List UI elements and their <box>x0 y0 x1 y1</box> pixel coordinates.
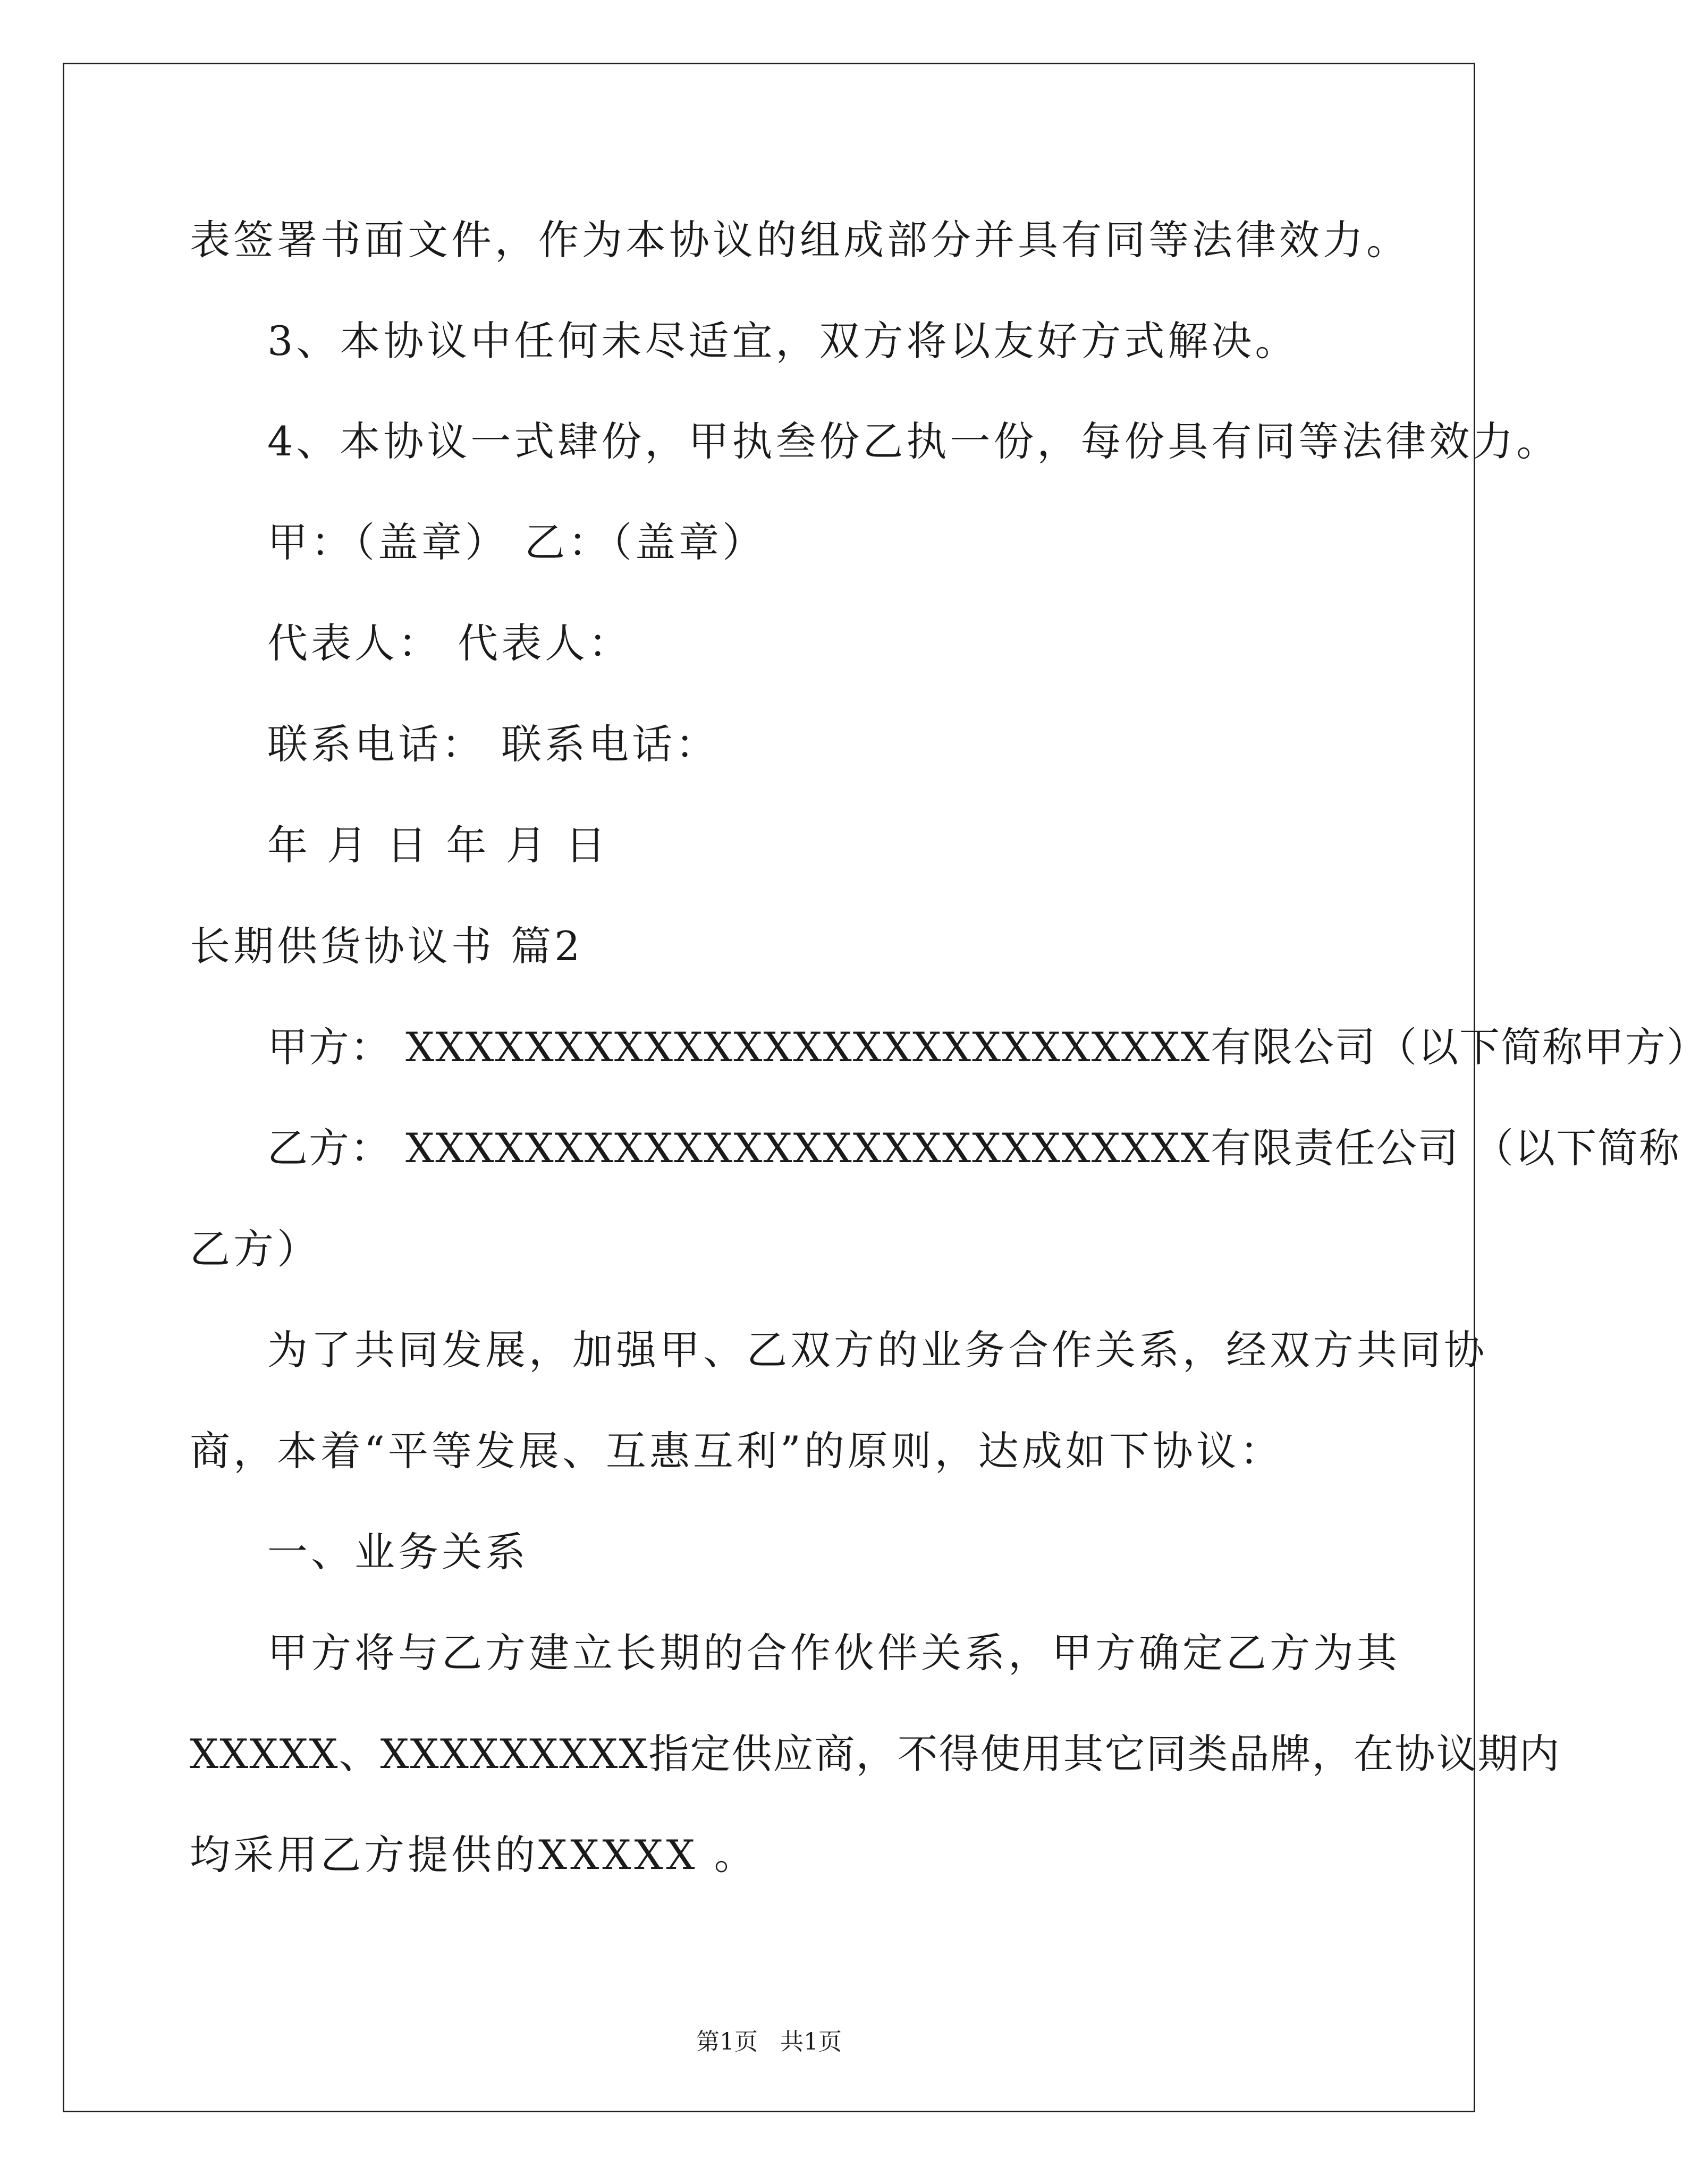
article-paragraph-end: 均采用乙方提供的XXXXX 。 <box>190 1831 758 1878</box>
representative-line: 代表人： 代表人： <box>267 620 632 667</box>
page-footer: 第1页 共1页 <box>696 2028 842 2055</box>
clause-3: 3、本协议中任何未尽适宜，双方将以友好方式解决。 <box>267 317 1299 365</box>
seal-line: 甲：（盖章） 乙：（盖章） <box>267 519 766 566</box>
purpose-paragraph-cont: 商，本着“平等发展、互惠互利”的原则，达成如下协议： <box>190 1427 1283 1475</box>
page-border <box>63 63 1475 2112</box>
article-heading: 一、业务关系 <box>267 1528 529 1576</box>
section-heading: 长期供货协议书 篇2 <box>190 923 584 970</box>
purpose-paragraph: 为了共同发展，加强甲、乙双方的业务合作关系，经双方共同协 <box>267 1326 1487 1374</box>
party-b-line: 乙方： XXXXXXXXXXXXXXXXXXXXXXXXXXX有限责任公司 （以下简称 <box>267 1124 1681 1172</box>
article-paragraph-cont: XXXXX、XXXXXXXXX指定供应商，不得使用其它同类品牌，在协议期内 <box>190 1730 1561 1778</box>
date-line: 年 月 日 年 月 日 <box>267 822 609 869</box>
party-a-line: 甲方： XXXXXXXXXXXXXXXXXXXXXXXXXXX有限公司（以下简称甲方） <box>267 1023 1708 1071</box>
party-b-line-cont: 乙方） <box>190 1225 320 1273</box>
phone-line: 联系电话： 联系电话： <box>267 721 720 768</box>
clause-4: 4、本协议一式肆份，甲执叁份乙执一份，每份具有同等法律效力。 <box>267 418 1560 465</box>
paragraph-line: 表签署书面文件，作为本协议的组成部分并具有同等法律效力。 <box>190 216 1410 264</box>
article-paragraph: 甲方将与乙方建立长期的合作伙伴关系，甲方确定乙方为其 <box>267 1629 1400 1677</box>
